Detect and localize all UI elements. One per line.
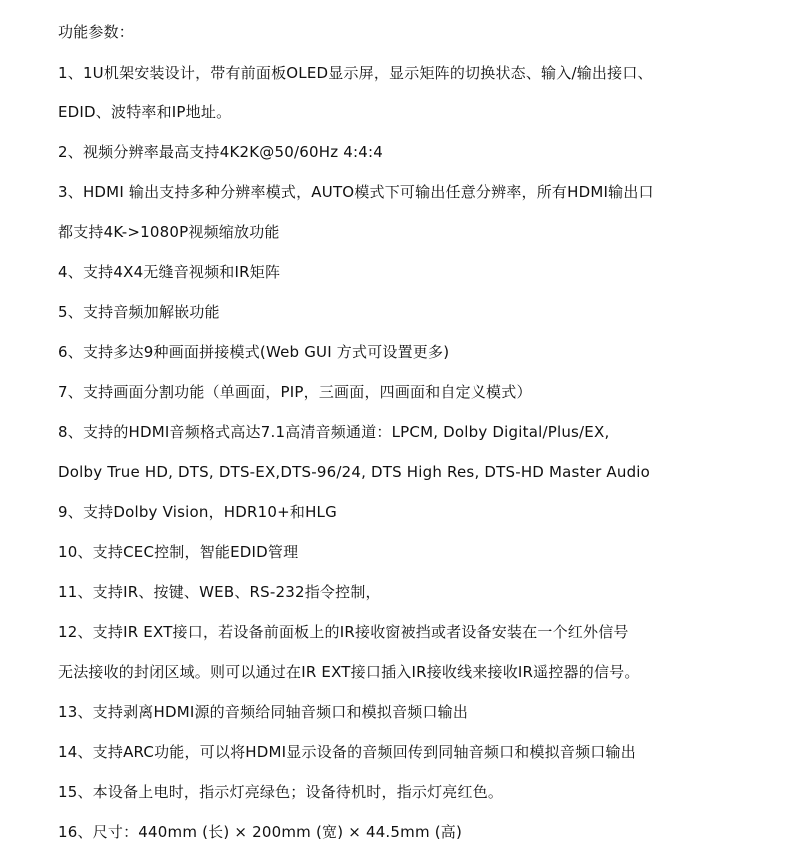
spec-line: 11、支持IR、按键、WEB、RS-232指令控制，	[58, 583, 381, 601]
spec-line: EDID、波特率和IP地址。	[58, 103, 232, 121]
spec-line: 13、支持剥离HDMI源的音频给同轴音频口和模拟音频口输出	[58, 703, 469, 721]
spec-line: 4、支持4X4无缝音视频和IR矩阵	[58, 263, 281, 281]
spec-line: 10、支持CEC控制，智能EDID管理	[58, 543, 299, 561]
spec-line: 5、支持音频加解嵌功能	[58, 303, 220, 321]
spec-line: 14、支持ARC功能，可以将HDMI显示设备的音频回传到同轴音频口和模拟音频口输出	[58, 743, 636, 761]
spec-line: 15、本设备上电时，指示灯亮绿色；设备待机时，指示灯亮红色。	[58, 783, 504, 801]
spec-line: 9、支持Dolby Vision，HDR10+和HLG	[58, 503, 337, 521]
spec-line: 16、尺寸：440mm (长) × 200mm (宽) × 44.5mm (高)	[58, 823, 463, 841]
spec-line: 7、支持画面分割功能（单画面，PIP，三画面，四画面和自定义模式）	[58, 383, 532, 401]
spec-line: 2、视频分辨率最高支持4K2K@50/60Hz 4:4:4	[58, 143, 383, 161]
spec-heading: 功能参数：	[58, 23, 135, 41]
spec-line: 都支持4K->1080P视频缩放功能	[58, 223, 280, 241]
spec-line: 12、支持IR EXT接口，若设备前面板上的IR接收窗被挡或者设备安装在一个红外信号	[58, 623, 629, 641]
spec-line: 6、支持多达9种画面拼接模式(Web GUI 方式可设置更多)	[58, 343, 450, 361]
spec-line: 无法接收的封闭区域。则可以通过在IR EXT接口插入IR接收线来接收IR遥控器的信号。	[58, 663, 640, 681]
spec-line: 1、1U机架安装设计，带有前面板OLED显示屏，显示矩阵的切换状态、输入/输出接口、	[58, 64, 653, 82]
spec-line: 3、HDMI 输出支持多种分辨率模式，AUTO模式下可输出任意分辨率，所有HDMI输出口	[58, 183, 654, 201]
spec-line: Dolby True HD, DTS, DTS-EX,DTS-96/24, DTS High Res, DTS-HD Master Audio	[58, 463, 651, 481]
spec-line: 8、支持的HDMI音频格式高达7.1高清音频通道：LPCM, Dolby Digital/Plus/EX,	[58, 423, 610, 441]
